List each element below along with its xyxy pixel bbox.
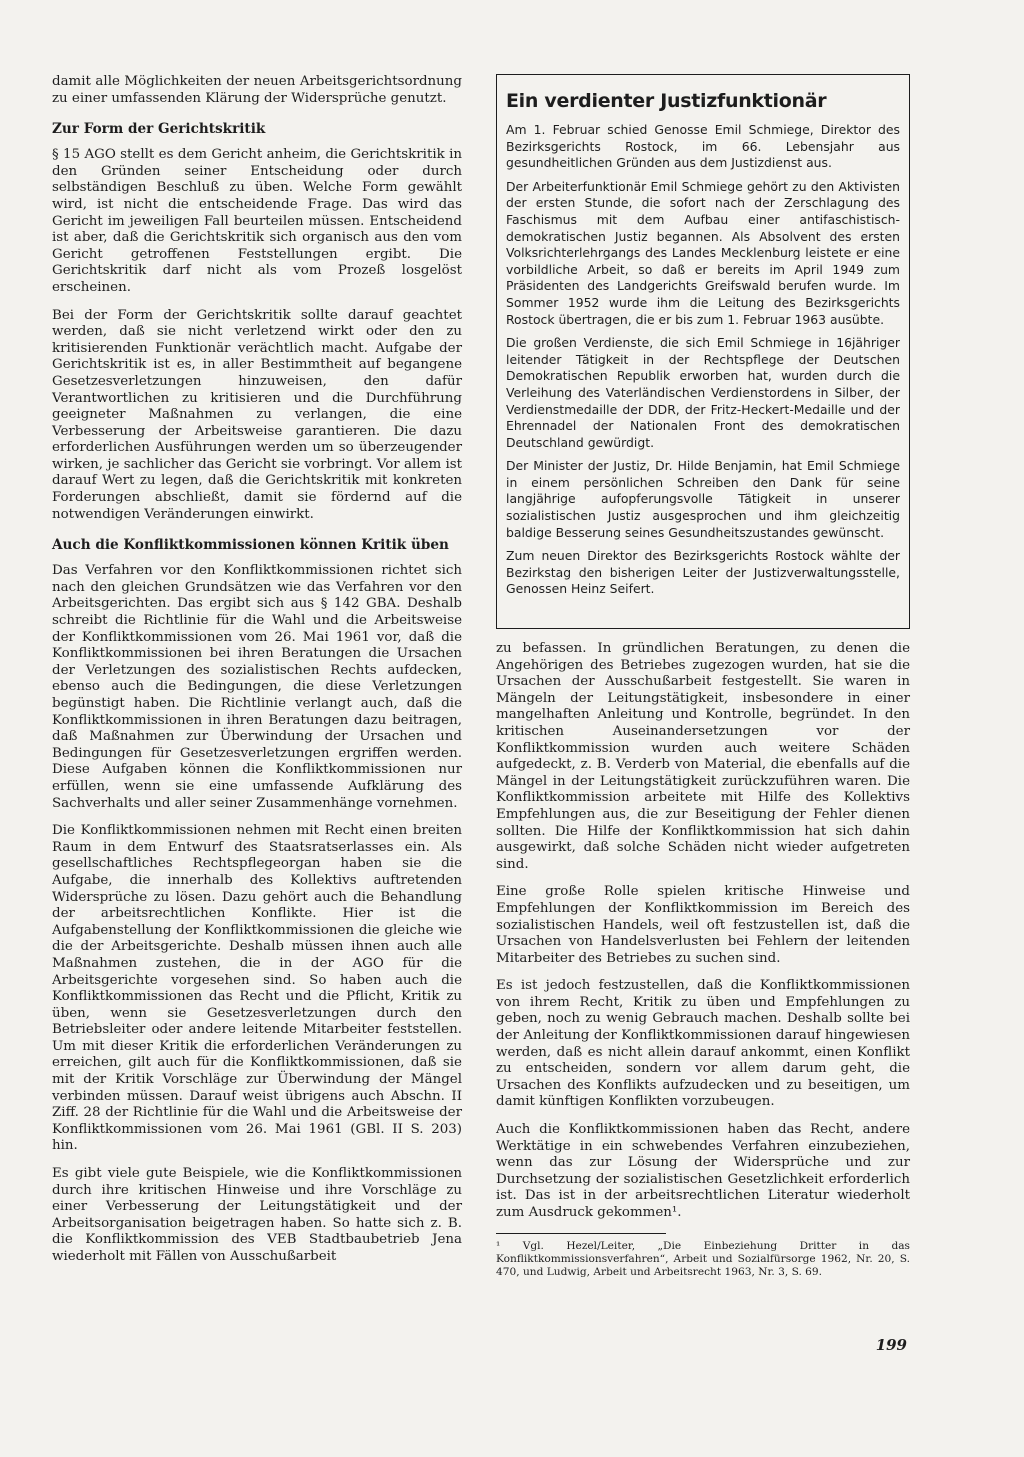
paragraph: Die Konfliktkommissionen nehmen mit Recht einen breiten Raum in dem Entwurf des Staatsratserlasses ein. Als gesellschaftliches Rechtspflegeorgan haben sie die Aufgabe, die innerhalb des Kollektivs auftretenden Widersprüche zu lösen. Dazu gehört auch die Behandlung der arbeitsrechtlichen Konflikte. Hier ist die Aufgabenstellung der Konfliktkommissionen die gleiche wie die der Arbeitsgerichte. Deshalb müssen ihnen auch alle Maßnahmen zustehen, die in der AGO für die Arbeitsgerichte vorgesehen sind. So haben auch die Konfliktkommissionen das Recht und die Pflicht, Kritik zu üben, wenn sie Gesetzesverletzungen durch den Betriebsleiter oder andere leitende Mitarbeiter feststellen. Um mit dieser Kritik die erforderlichen Veränderungen zu erreichen, gilt auch für die Konfliktkommissionen, daß sie mit der Kritik Vorschläge zur Überwindung der Mängel verbinden müssen. Darauf weist übrigens auch Abschn. II Ziff. 28 der Richtlinie für die Wahl und die Arbeitsweise der Konfliktkommissionen vom 26. Mai 1961 (GBl. II S. 203) hin. [52,823,462,1154]
section-heading-form-of-court-criticism: Zur Form der Gerichtskritik [52,121,266,138]
paragraph: Das Verfahren vor den Konfliktkommissionen richtet sich nach den gleichen Grundsätzen wie das Verfahren vor den Arbeitsgerichten. Das ergibt sich aus § 142 GBA. Deshalb schreibt die Richtlinie für die Wahl und die Arbeitsweise der Konfliktkommissionen vom 26. Mai 1961 vor, daß die Konfliktkommissionen bei ihren Beratungen die Ursachen der Verletzungen des sozialistischen Rechts aufdecken, ebenso auch die Bedingungen, die diese Verletzungen begünstigt haben. Die Richtlinie verlangt auch, daß die Konfliktkommissionen in ihren Beratungen dazu beitragen, daß Maßnahmen zur Überwindung der Ursachen und Bedingungen für Gesetzesverletzungen ergriffen werden. Diese Aufgaben können die Konfliktkommissionen nur erfüllen, wenn sie eine umfassende Aufklärung des Sachverhalts und aller seiner Zusammenhänge vornehmen. [52,563,462,811]
box-paragraph: Der Minister der Justiz, Dr. Hilde Benjamin, hat Emil Schmiege in einem persönlichen Schreiben den Dank für seine langjährige aufopferungsvolle Tätigkeit in unserer sozialistischen Justiz ausgesprochen und ihm gleichzeitig baldige Besserung seines Gesundheitszustandes gewünscht. [506,458,900,540]
paragraph: § 15 AGO stellt es dem Gericht anheim, die Gerichtskritik in den Gründen seiner Entscheidung oder durch selbständigen Beschluß zu üben. Welche Form gewählt wird, ist nicht die entscheidende Frage. Das wird das Gericht im jeweiligen Fall beurteilen müssen. Entscheidend ist aber, daß die Gerichtskritik sich organisch aus den vom Gericht getroffenen Feststellungen ergibt. Die Gerichtskritik darf nicht als vom Prozeß losgelöst erscheinen. [52,147,462,295]
obituary-box [496,74,910,629]
paragraph: Es gibt viele gute Beispiele, wie die Konfliktkommissionen durch ihre kritischen Hinweise und ihre Vorschläge zu einer Verbesserung der Leitungstätigkeit und der Arbeitsorganisation beigetragen haben. So hatte sich z. B. die Konfliktkommission des VEB Stadtbaubetrieb Jena wiederholt mit Fällen von Ausschußarbeit [52,1166,462,1264]
box-paragraph: Am 1. Februar schied Genosse Emil Schmiege, Direktor des Bezirksgerichts Rostock, im 66. Lebensjahr aus gesundheitlichen Gründen aus dem Justizdienst aus. [506,122,900,171]
box-paragraph: Der Arbeiterfunktionär Emil Schmiege gehört zu den Aktivisten der ersten Stunde, die sofort nach der Zerschlagung des Faschismus mit dem Aufbau einer antifaschistisch-demokratischen Justiz begannen. Als Absolvent des ersten Volksrichterlehrgangs des Landes Mecklenburg leistete er eine vorbildliche Arbeit, so daß er bereits im April 1949 zum Präsidenten des Landgerichts Greifswald berufen wurde. Im Sommer 1952 wurde ihm die Leitung des Bezirksgerichts Rostock übertragen, die er bis zum 1. Februar 1963 ausübte. [506,178,900,327]
page-number: 199 [875,1336,907,1354]
box-title: Ein verdienter Justizfunktionär [506,90,827,112]
section-heading-conflict-commissions: Auch die Konfliktkommissionen können Kritik üben [52,537,449,554]
paragraph: Auch die Konfliktkommissionen haben das Recht, andere Werktätige in ein schwebendes Verfahren einzubeziehen, wenn das zur Lösung der Widersprüche und zur Durchsetzung der sozialistischen Gesetzlichkeit erforderlich ist. Das ist in der arbeitsrechtlichen Literatur wiederholt zum Ausdruck gekommen¹. [496,1122,910,1220]
paragraph: Es ist jedoch festzustellen, daß die Konfliktkommissionen von ihrem Recht, Kritik zu üben und Empfehlungen zu geben, noch zu wenig Gebrauch machen. Deshalb sollte bei der Anleitung der Konfliktkommissionen darauf hingewiesen werden, daß es nicht allein darauf ankommt, einen Konflikt zu entscheiden, sondern vor allem darum geht, die Ursachen des Konflikts aufzudecken und zu beseitigen, um damit künftigen Konflikten vorzubeugen. [496,978,910,1110]
box-paragraph: Die großen Verdienste, die sich Emil Schmiege in 16jähriger leitender Tätigkeit in der Rechtspflege der Deutschen Demokratischen Republik erworben hat, wurden durch die Verleihung des Vaterländischen Verdienstordens in Silber, der Verdienstmedaille der DDR, der Fritz-Heckert-Medaille und der Ehrennadel der Nationalen Front des demokratischen Deutschland gewürdigt. [506,335,900,450]
paragraph: zu befassen. In gründlichen Beratungen, zu denen die Angehörigen des Betriebes zugezogen wurden, hat sie die Ursachen der Ausschußarbeit festgestellt. Sie waren in Mängeln der Leitungstätigkeit, insbesondere in einer mangelhaften Anleitung und Kontrolle, begründet. In den kritischen Auseinandersetzungen vor der Konfliktkommission wurden auch weitere Schäden aufgedeckt, z. B. Verderb von Material, die ebenfalls auf die Mängel in der Leitungstätigkeit zurückzuführen waren. Die Konfliktkommission arbeitete mit Hilfe des Kollektivs Empfehlungen aus, die zur Beseitigung der Fehler dienen sollten. Die Hilfe der Konfliktkommission hat sich dahin ausgewirkt, daß solche Schäden nicht wieder aufgetreten sind. [496,641,910,872]
paragraph: damit alle Möglichkeiten der neuen Arbeitsgerichtsordnung zu einer umfassenden Klärung der Widersprüche genutzt. [52,74,462,106]
left-column [52,74,462,1277]
footnote-text: ¹ Vgl. Hezel/Leiter, „Die Einbeziehung Dritter in das Konfliktkommissionsverfahren“, Arbeit und Sozialfürsorge 1962, Nr. 20, S. 470, und Ludwig, Arbeit und Arbeitsrecht 1963, Nr. 3, S. 69. [496,1239,910,1278]
box-paragraph: Zum neuen Direktor des Bezirksgerichts Rostock wählte der Bezirkstag den bisherigen Leiter der Justizverwaltungsstelle, Genossen Heinz Seifert. [506,548,900,597]
paragraph: Bei der Form der Gerichtskritik sollte darauf geachtet werden, daß sie nicht verletzend wirkt oder den zu kritisierenden Funktionär verächtlich macht. Aufgabe der Gerichtskritik ist es, in aller Bestimmtheit auf begangene Gesetzesverletzungen hinzuweisen, den dafür Verantwortlichen zu kritisieren und die Durchführung geeigneter Maßnahmen zu verlangen, die eine Verbesserung der Arbeitsweise garantieren. Die dazu erforderlichen Ausführungen werden um so überzeugender wirken, je sachlicher das Gericht sie vorbringt. Vor allem ist darauf Wert zu legen, daß die Gerichtskritik mit konkreten Forderungen abschließt, damit sie fördernd auf die notwendigen Veränderungen einwirkt. [52,307,462,522]
right-column [496,74,910,1279]
paragraph: Eine große Rolle spielen kritische Hinweise und Empfehlungen der Konfliktkommission im Bereich des sozialistischen Handels, weil oft festzustellen ist, daß die Ursachen von Handelsverlusten bei Fehlern der leitenden Mitarbeiter des Betriebes zu suchen sind. [496,884,910,966]
footnote [496,1233,910,1279]
